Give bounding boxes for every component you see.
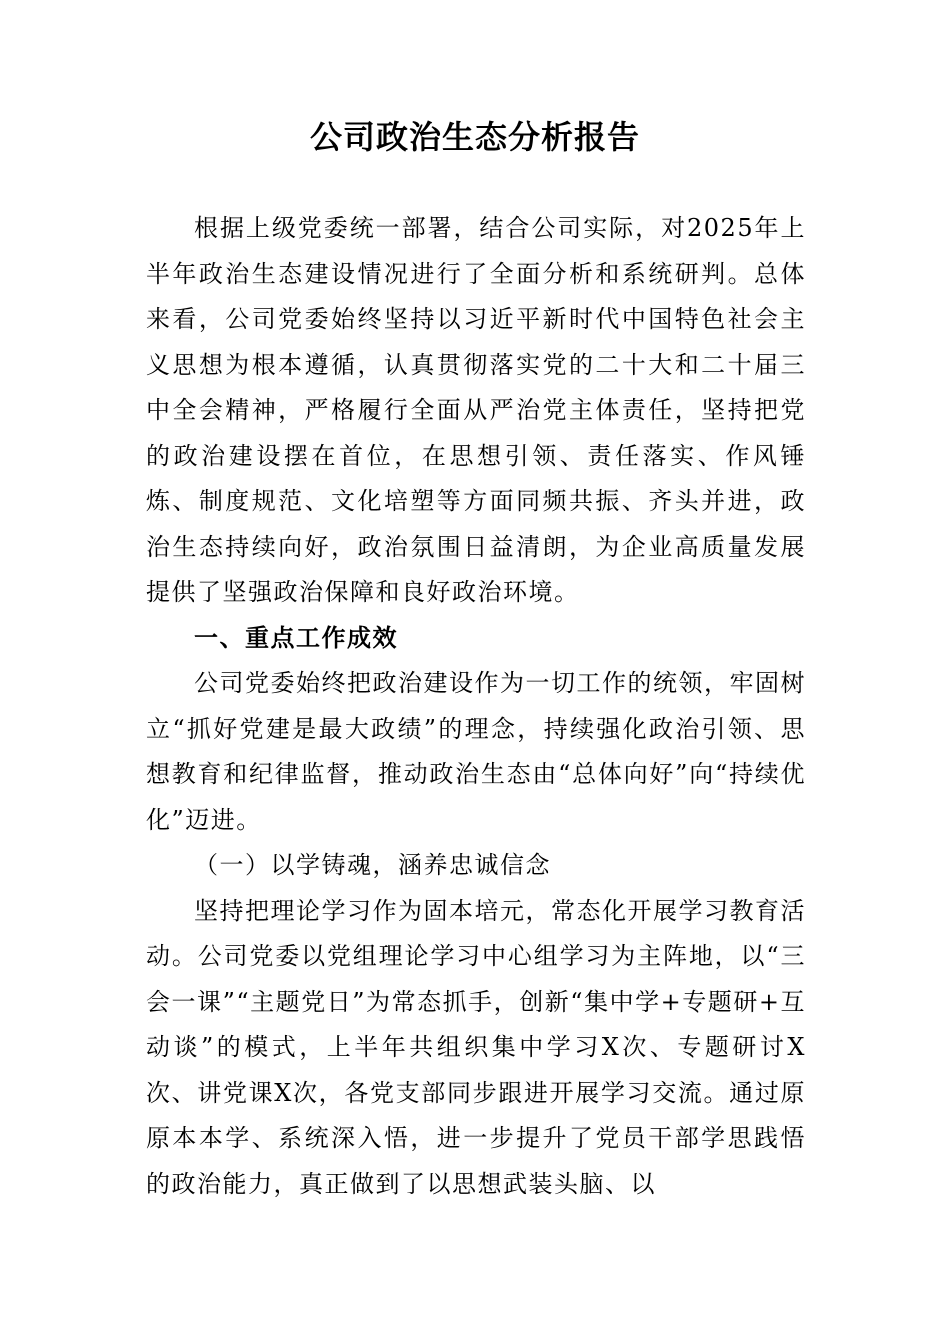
document-title: 公司政治生态分析报告 (309, 118, 640, 156)
section-paragraph: 公司党委始终把政治建设作为一切工作的统领，牢固树立“抓好党建是最大政绩”的理念，持续强化政治引领、思想教育和纪律监督，推动政治生态由“总体向好”向“持续优化”迈进。 (146, 669, 806, 834)
document-body (146, 206, 806, 1207)
section-heading: 一、重点工作成效 (194, 623, 398, 652)
subsection-paragraph: 坚持把理论学习作为固本培元，常态化开展学习教育活动。公司党委以党组理论学习中心组学习为主阵地，以“三会一课”“主题党日”为常态抓手，创新“集中学+专题研+互动谈”的模式，上半年共组织集中学习X次、专题研讨X次、讲党课X次，各党支部同步跟进开展学习交流。通过原原本本学、系统深入悟，进一步提升了党员干部学思践悟的政治能力，真正做到了以思想武装头脑、以 (146, 896, 806, 1198)
intro-paragraph: 根据上级党委统一部署，结合公司实际，对2025年上半年政治生态建设情况进行了全面分析和系统研判。总体来看，公司党委始终坚持以习近平新时代中国特色社会主义思想为根本遵循，认真贯彻落实党的二十大和二十届三中全会精神，严格履行全面从严治党主体责任，坚持把党的政治建设摆在首位，在思想引领、责任落实、作风锤炼、制度规范、文化培塑等方面同频共振、齐头并进，政治生态持续向好，政治氛围日益清朗，为企业高质量发展提供了坚强政治保障和良好政治环境。 (146, 214, 806, 606)
subsection-heading: （一）以学铸魂，涵养忠诚信念 (194, 851, 551, 879)
